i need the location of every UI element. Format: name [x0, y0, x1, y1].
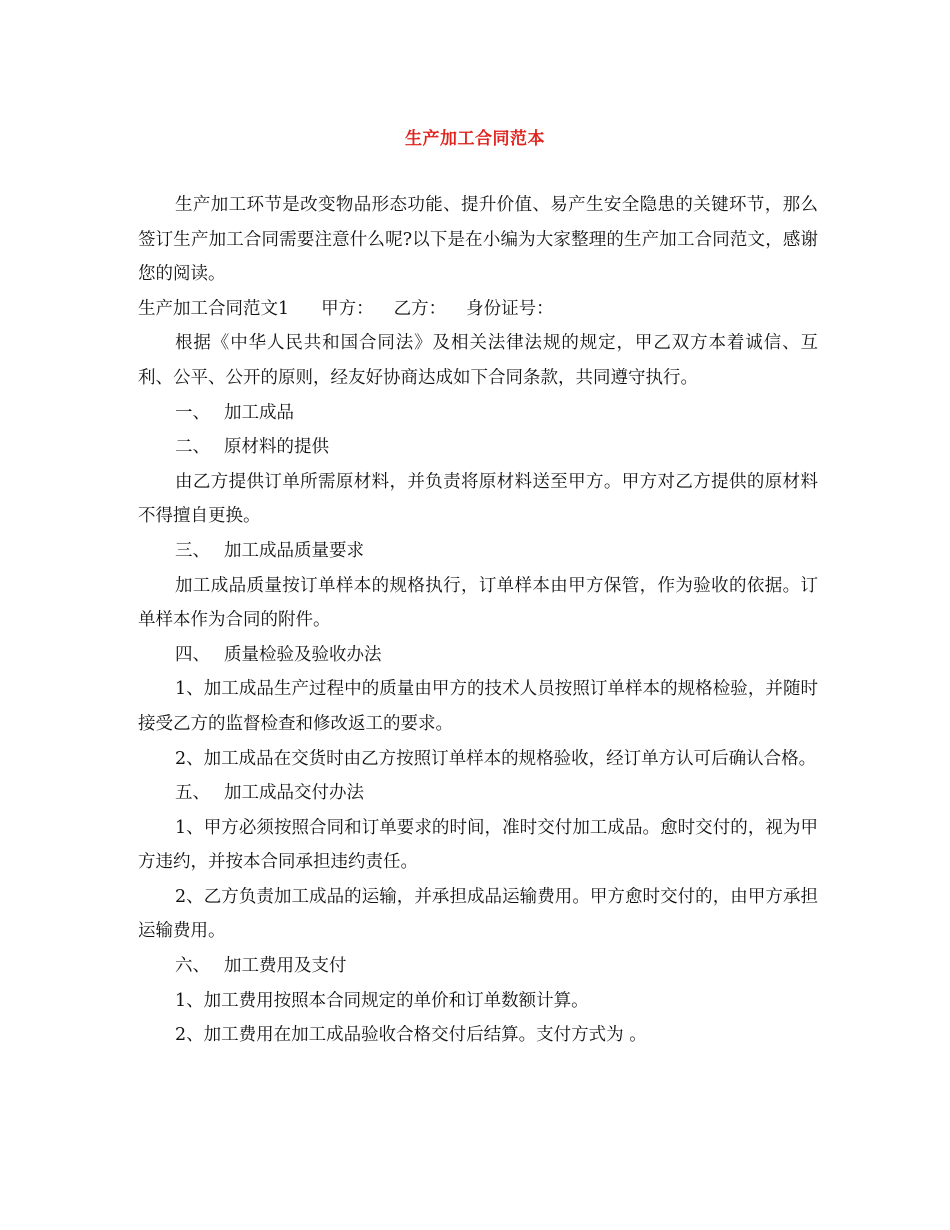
section-title: 质量检验及验收办法 — [224, 644, 382, 665]
clause-paragraph: 2、加工成品在交货时由乙方按照订单样本的规格验收，经订单方认可后确认合格。 — [175, 748, 817, 769]
section-number: 五、 — [175, 783, 210, 804]
clause-paragraph: 2、乙方负责加工成品的运输，并承担成品运输费用。甲方愈时交付的，由甲方承担运输费用。 — [138, 886, 818, 942]
intro-paragraph: 生产加工环节是改变物品形态功能、提升价值、易产生安全隐患的关键环节，那么签订生产加工合同需要注意什么呢?以下是在小编为大家整理的生产加工合同范文，感谢您的阅读。 — [138, 195, 818, 285]
clause-paragraph: 1、加工费用按照本合同规定的单价和订单数额计算。 — [175, 990, 589, 1011]
section-number: 一、 — [175, 402, 210, 423]
party-a-label: 甲方： — [321, 298, 374, 319]
document-body — [138, 188, 818, 1053]
sample-heading: 生产加工合同范文1 — [138, 298, 290, 319]
section-heading — [138, 396, 818, 431]
section-heading — [138, 776, 818, 811]
section-title: 加工费用及支付 — [224, 956, 347, 977]
section-title: 原材料的提供 — [224, 437, 329, 458]
sample-header-line — [138, 292, 818, 327]
document-title: 生产加工合同范本 — [405, 129, 545, 149]
section-number: 四、 — [175, 644, 210, 665]
clause-paragraph: 1、甲方必须按照合同和订单要求的时间，准时交付加工成品。愈时交付的，视为甲方违约，并按本合同承担违约责任。 — [138, 817, 818, 873]
section-heading — [138, 534, 818, 569]
id-number-label: 身份证号： — [466, 298, 554, 319]
section-number: 二、 — [175, 437, 210, 458]
section-title: 加工成品交付办法 — [224, 783, 364, 804]
section-number: 六、 — [175, 956, 210, 977]
clause-paragraph: 2、加工费用在加工成品验收合格交付后结算。支付方式为 。 — [175, 1025, 647, 1046]
section-title: 加工成品 — [224, 402, 294, 423]
section-title: 加工成品质量要求 — [224, 540, 364, 561]
section-number: 三、 — [175, 540, 210, 561]
preamble-paragraph: 根据《中华人民共和国合同法》及相关法律法规的规定，甲乙双方本着诚信、互利、公平、公开的原则，经友好协商达成如下合同条款，共同遵守执行。 — [138, 333, 818, 388]
party-b-label: 乙方： — [393, 298, 447, 319]
clause-paragraph: 1、加工成品生产过程中的质量由甲方的技术人员按照订单样本的规格检验，并随时接受乙方的监督检查和修改返工的要求。 — [138, 679, 818, 734]
section-heading — [138, 638, 818, 673]
section-heading — [138, 430, 818, 465]
section-paragraph: 加工成品质量按订单样本的规格执行，订单样本由甲方保管，作为验收的依据。订单样本作为合同的附件。 — [138, 575, 818, 631]
section-paragraph: 由乙方提供订单所需原材料，并负责将原材料送至甲方。甲方对乙方提供的原材料不得擅自更换。 — [138, 471, 818, 527]
section-heading — [138, 949, 818, 984]
